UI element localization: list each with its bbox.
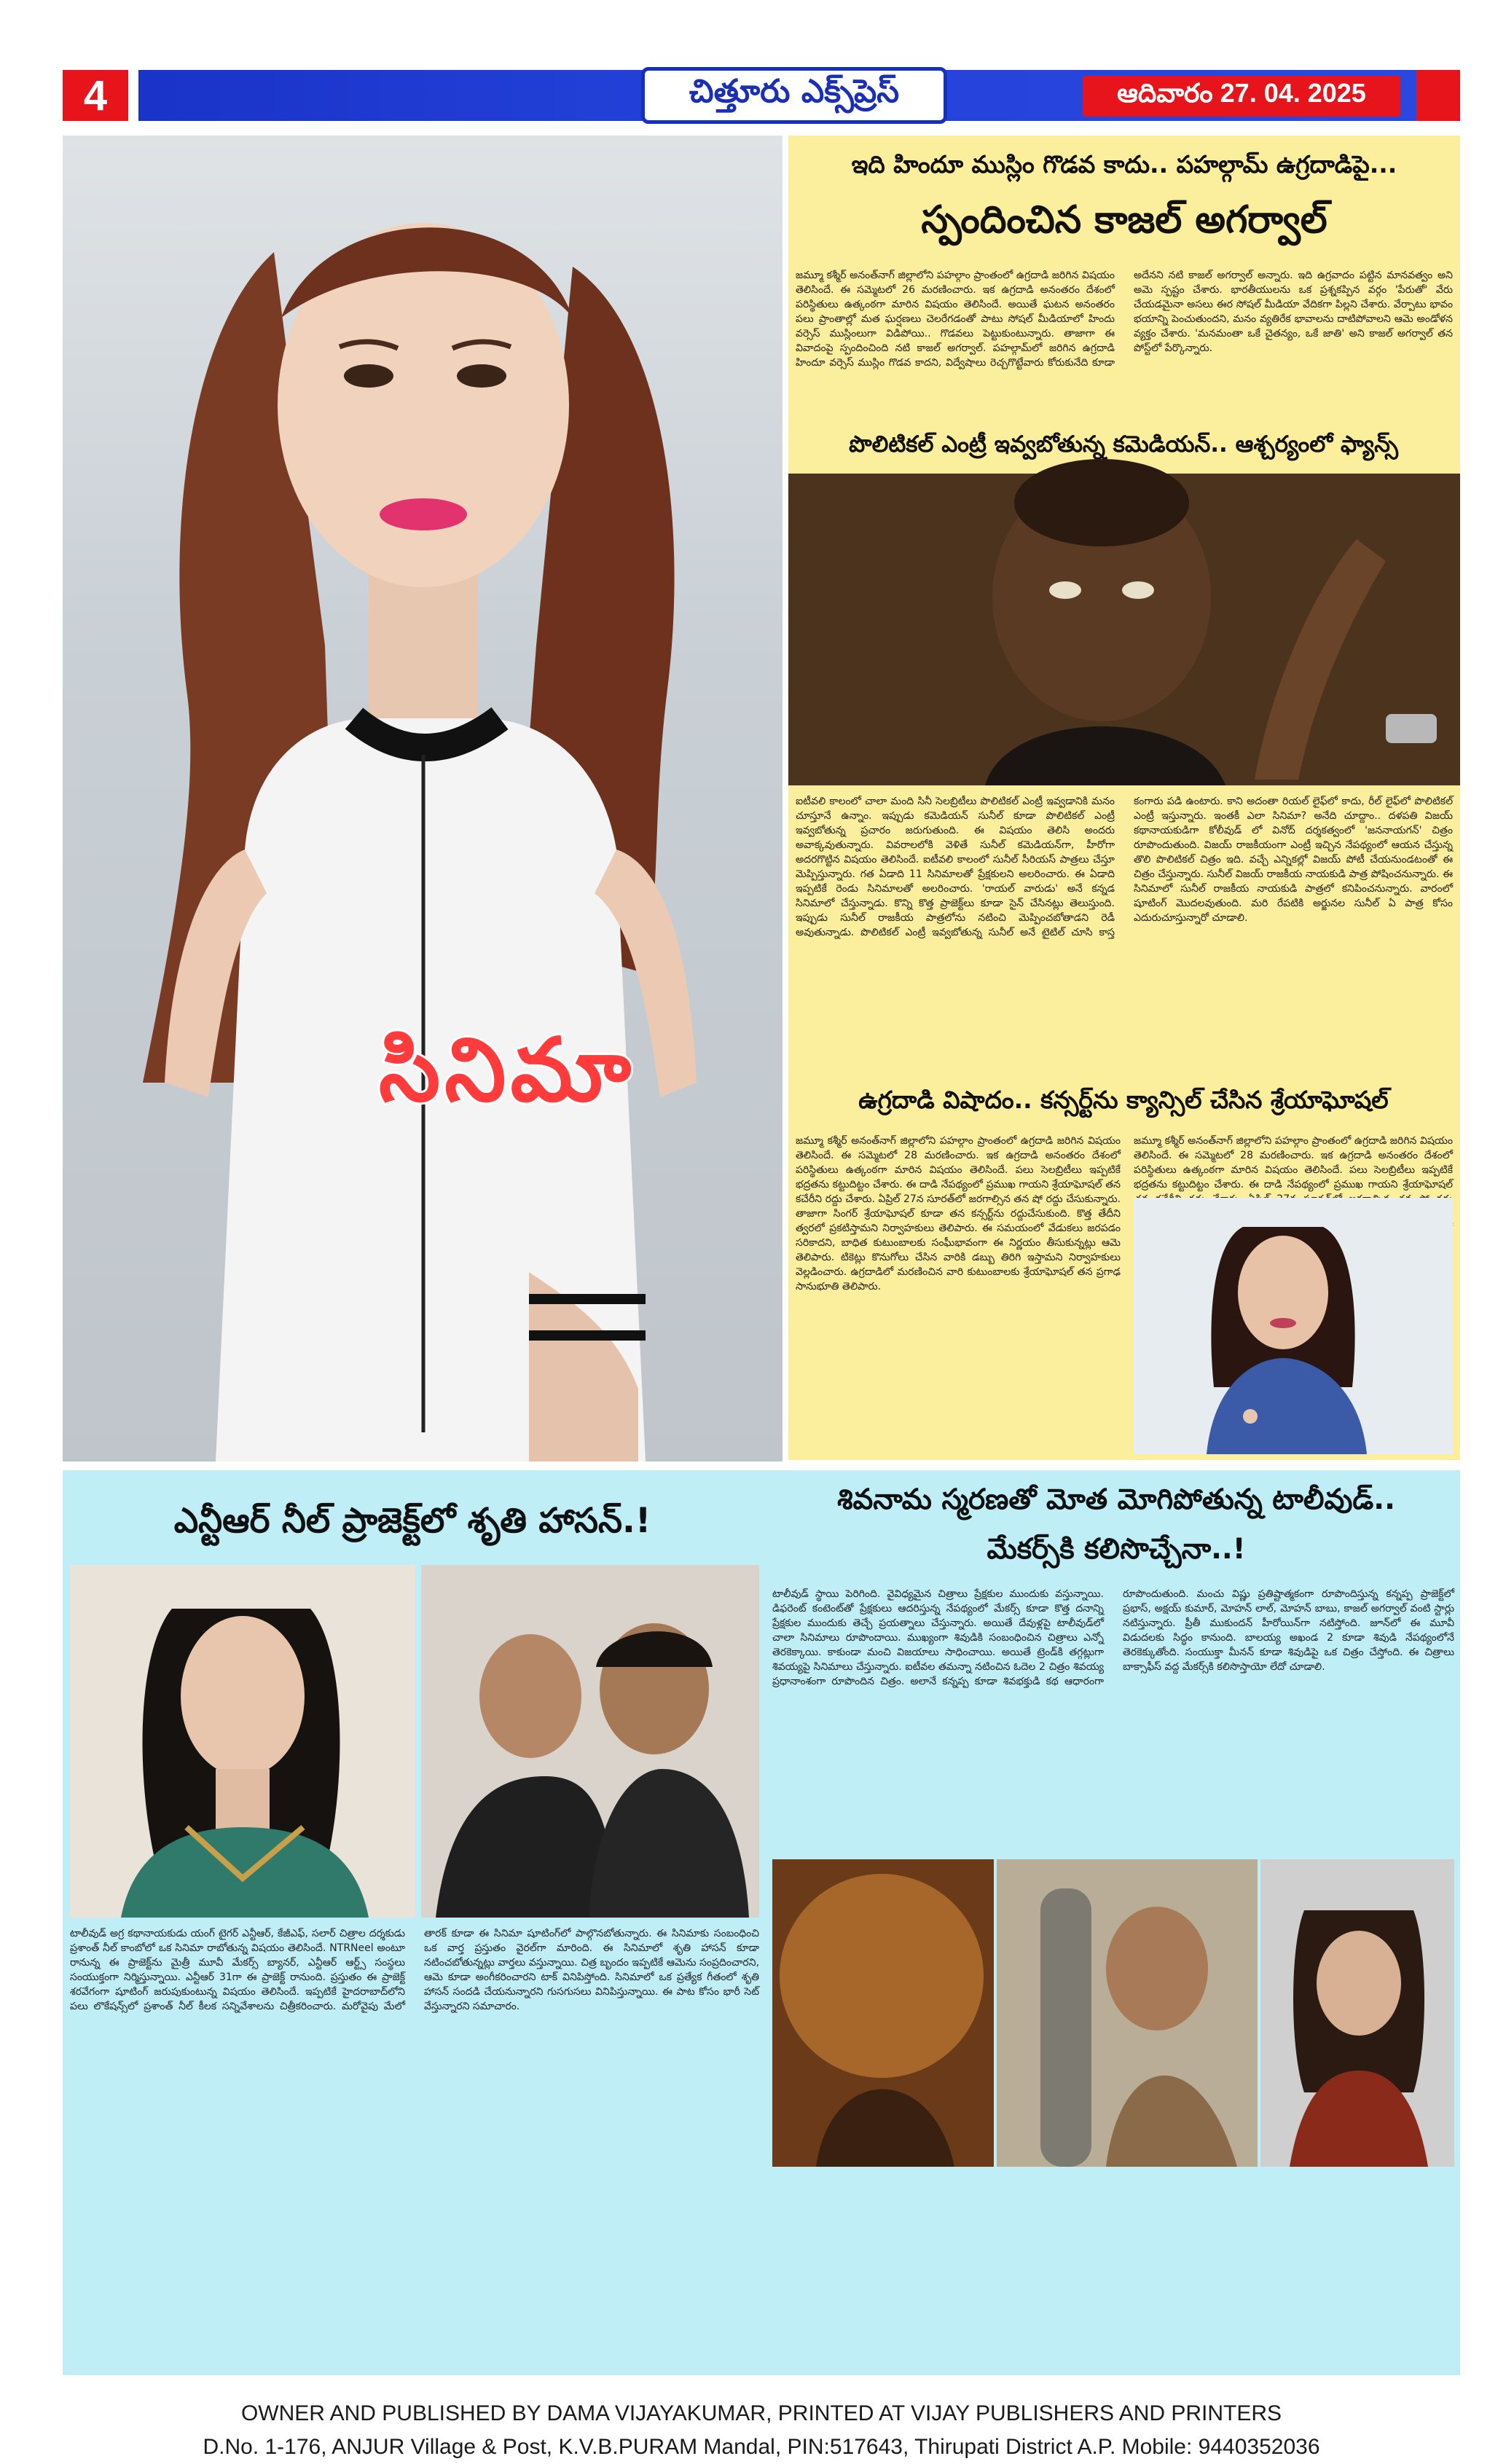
story4-headline: ఎన్టీఆర్ నీల్ ప్రాజెక్ట్‌లో శృతి హాసన్.!: [173, 1501, 651, 1541]
story5-body: టాలీవుడ్ స్థాయి పెరిగింది. వైవిధ్యమైన చిత్రాలు ప్రేక్షకుల ముందుకు వస్తున్నాయి. డిఫరెంట్ కంటెంట్‌తో ప్రేక్షకులు ఆదరిస్తున్న నేపథ్యంలో మేకర్స్ కూడా కొత్త దనాన్ని ప్రేక్షకుల ముందుకు తెచ్చే ప్రయత్నాలు చేస్తున్నారు. అయితే దేవుళ్లపై టాలీవుడ్‌లో చాలా సినిమాలు రూపొందాయి. ముఖ్యంగా శివుడికి సంబంధించిన చిత్రాలు ఎన్నో తెరకెక్కాయి. కాకుండా మంచి విజయాలు సాధించాయి. అయితే ట్రెండ్‌కి తగ్గట్లుగా శివయ్యపై సినిమాలు చేస్తున్నారు. ఐటీవల తమన్నా నటించిన ఓదెల 2 చిత్రం శివయ్య ప్రధానాంశంగా రూపొందిన చిత్రం. అలానే కన్నప్ప కూడా శివభక్తుడి కథ ఆధారంగా రూపొందుతుంది. మంచు విష్ణు ప్రతిష్టాత్మకంగా రూపొందిస్తున్న కన్నప్ప ప్రాజెక్ట్‌లో ప్రభాస్, అక్షయ్ కుమార్, మోహన్ లాల్, మోహన్ బాబు, కాజల్ అగర్వాల్ వంటి స్టార్లు నటిస్తున్నారు. ప్రీతీ ముకుందన్ హీరోయిన్‌గా నటిస్తోంది. జూన్‌లో ఈ మూవీ విడుదలకు సిద్ధం కానుంది. బాలయ్య అఖండ 2 కూడా శివుడి నేపథ్యంలోనే తెరకెక్కుతోంది. సంయుక్తా మీనన్ కూడా శివుడిపై ఒక చిత్రం చేస్తోంది. ఈ చిత్రాలు బాక్సాఫీస్ వద్ద మేకర్స్‌కి కలిసొస్తాయో లేదో చూడాలి.: [772, 1588, 1454, 1687]
story4-body: టాలీవుడ్ అగ్ర కథానాయకుడు యంగ్ టైగర్ ఎన్టీఆర్, కేజీఎఫ్, సలార్ చిత్రాల దర్శకుడు ప్రశాంత్ నీల్ కాంబోలో ఒక సినిమా రాబోతున్న విషయం తెలిసిందే. NTRNeel అంటూ రానున్న ఈ ప్రాజెక్ట్‌ను మైత్రీ మూవీ మేకర్స్ బ్యానర్, ఎన్టీఆర్ ఆర్ట్స్ సంస్థలు సంయుక్తంగా నిర్మిస్తున్నాయి. ఎన్టీఆర్ 31గా ఈ ప్రాజెక్ట్ రానుంది. ప్రస్తుతం ఈ ప్రాజెక్ట్ శరవేగంగా షూటింగ్ జరుపుకుంటున్న విషయం తెలిసిందే. ఇప్పటికే హైదరాబాద్‌లోని పలు లొకేషన్స్‌లో ప్రశాంత్ నీల్ కీలక సన్నివేశాలను చిత్రీకరించారు. మరోవైపు మేలో తారక్ కూడా ఈ సినిమా షూటింగ్‌లో పాల్గొనబోతున్నారు. ఈ సినిమాకు సంబంధించి ఒక వార్త ప్రస్తుతం వైరల్‌గా మారింది. ఈ సినిమాలో శృతి హాసన్ కూడా నటించబోతున్నట్లు వార్తలు వస్తున్నాయి. చిత్ర బృందం ఇప్పటికే ఆమెను సంప్రదించారని, ఆమె కూడా అంగీకరించారని టాక్ వినిపిస్తోంది. సినిమాలో ఒక ప్రత్యేక గీతంలో శృతి హాసన్ సందడి చేయనున్నారని గుసగుసలు వినిపిస్తున్నాయి. ఈ పాట కోసం భారీ సెట్ వేస్తున్నారని సమాచారం.: [70, 1928, 759, 2012]
story5-headline-line2: మేకర్స్‌కి కలిసొచ్చేనా..!: [987, 1533, 1246, 1566]
story2-photo-comedian: [788, 474, 1460, 785]
story5-photo-poster-1: [772, 1859, 994, 2167]
poster1-illustration: [772, 1859, 994, 2167]
footer-address: D.No. 1-176, ANJUR Village & Post, K.V.B.PURAM Mandal, PIN:517643, Thirupati District A.P. Mobile: 9440352036: [203, 2435, 1320, 2459]
poster2-illustration: [997, 1859, 1258, 2167]
story5-photo-poster-3: [1260, 1859, 1454, 2167]
story2-headline: పొలిటికల్ ఎంట్రీ ఇవ్వబోతున్న కమెడియన్.. ఆశ్చర్యంలో ఫ్యాన్స్: [849, 431, 1398, 458]
comedian-illustration: [788, 474, 1460, 785]
story1-body: జమ్మూ కశ్మీర్ అనంత్‌నాగ్ జిల్లాలోని పహల్గాం ప్రాంతంలో ఉగ్రదాడి జరిగిన విషయం తెలిసిందే. ఈ సమ్మెటలో 26 మరణించారు. ఇక ఉగ్రదాడి అనంతరం దేశంలో పరిస్థితులు ఉత్కంఠగా మారిన విషయం తెలిసిందే. అయితే ఘటన అనంతరం పలు ప్రాంతాల్లో మత ఘర్షణలు చెలరేగడంతో పాటు సోషల్ మీడియాలో హిందు వర్సెస్ ముస్లింలుగా విడిపోయి.. గొడవలు పెట్టుకుంటున్నారు. తాజాగా ఈ వివాదంపై స్పందించింది నటి కాజల్ అగర్వాల్. పహల్గామ్‌లో జరిగిన ఉగ్రదాడి హిందూ వర్సెస్ ముస్లిం గొడవ కాదని, విద్వేషాలు రెచ్చగొట్టేవారు కోరుకునేది కూడా అదేనని నటి కాజల్ అగర్వాల్ అన్నారు. ఇది ఉగ్రవాదం పట్టిన మానవత్వం అని అమె స్పష్టం చేశారు. భారతీయులను ఒక ప్రశ్నకప్పిన వర్గం 'పేరుతో' వేరు చేయడమైనా అసలు ఈర సోషల్ మీడియా వేదికగా పిల్లని చేశారు. వేర్పాటు భావం భయాన్ని పెంచుతుందని, మనం వ్యతిరేక భావాలను దాటిపోవాలని ఆమె అండోళన వ్యక్తం చేశారు. 'మనమంతా ఒకే చైతన్యం, ఒకే జాతి' అని కాజల్ అగర్వాల్ తన పోస్ట్‌లో పేర్కొన్నారు.: [796, 270, 1453, 369]
newspaper-logo: చిత్తూరు ఎక్స్‌ప్రెస్: [641, 67, 947, 124]
page-number: 4: [63, 70, 128, 121]
story3-body-col1: జమ్మూ కశ్మీర్ అనంత్‌నాగ్ జిల్లాలోని పహల్గాం ప్రాంతంలో ఉగ్రదాడి జరిగిన విషయం తెలిసిందే. ఈ సమ్మెటలో 28 మరణించారు. ఇక ఉగ్రదాడి అనంతరం దేశంలో పరిస్థితులు ఉత్కంఠగా మారిన విషయం తెలిసిందే. పలు సెలబ్రిటీలు ఇప్పటికే భద్రతను కట్టుదిట్టం చేశారు. ఈ దాడి నేపథ్యంలో ప్రముఖ గాయని శ్రేయాఘోషల్ తన కచేరీని రద్దు చేశారు. ఏప్రిల్ 27న సూరత్‌లో జరగాల్సిన తన షో రద్దు చేసుకున్నారు. తాజాగా సింగర్ శ్రేయాఘోషల్ కూడా తన కన్సర్ట్‌ను రద్దుచేసుకుంది. కొత్త తేదీని త్వరలో ప్రకటిస్తామని నిర్వాహకులు తెలిపారు. ఈ సమయంలో వేడుకలు జరపడం సరికాదని, బాధిత కుటుంబాలకు సంఘీభావంగా ఈ నిర్ణయం తీసుకున్నట్లు ఆమె తెలిపారు. టికెట్లు కొనుగోలు చేసిన వారికి డబ్బు తిరిగి ఇస్తామని నిర్వాహకులు వెల్లడించారు. ఉగ్రదాడిలో మరణించిన వారి కుటుంబాలకు శ్రేయాఘోషల్ తన ప్రగాఢ సానుభూతి తెలిపారు.: [796, 1135, 1121, 1292]
story2-body: ఐటీవలి కాలంలో చాలా మంది సినీ సెలబ్రిటీలు పొలిటికల్ ఎంట్రీ ఇవ్వడానికి మనం చూస్తూనే ఉన్నాం. ఇప్పుడు కమెడియన్ సునీల్ కూడా పొలిటికల్ ఎంట్రీ ఇవ్వబోతున్న ప్రచారం జరుగుతుంది. ఈ విషయం తెలిసి అందరు అవాక్కవుతున్నారు. వివరాలలోకి వెళితే సునీల్ కమెడియన్‌గా, హీరోగా అదరగొట్టిన విషయం తెలిసిందే. ఐటీవలి కాలంలో సునీల్ సీరియస్ పాత్రలు చేస్తూ మెప్పిస్తున్నారు. గత ఏడాది 11 సినిమాలతో ప్రేక్షకులని అలరించారు. ఈ ఏడాది ఇప్పటికే రెండు సినిమాలతో అలరించారు. 'రాయల్ వారుడు' అనే కన్నడ సినిమాలో చేస్తున్నాడు. కొన్ని కొత్త ప్రాజెక్ట్‌లు కూడా సైన్ చేసినట్లు తెలుస్తుంది. ఇప్పుడు సునీల్ రాజకీయ పాత్రలోను నటించి మెప్పించబోతాడని రెడీ అవుతున్నాడు. పొలిటికల్ ఎంట్రీ ఇవ్వబోతున్న సునీల్ అనే టైటిల్ చూసి కాస్త కంగారు పడి ఉంటారు. కాని అదంతా రియల్ లైఫ్‌లో కాదు, రీల్ లైఫ్‌లో పొలిటికల్ ఎంట్రీ ఇస్తున్నారు. ఇంతకీ ఎలా సినిమా? అనేది చూద్దాం.. దళపతి విజయ్ కథానాయకుడిగా కోలీవుడ్ లో వినోద్ దర్శకత్వంలో 'జననాయగన్' చిత్రం రూపొందుతుంది. విజయ్ రాజకీయంగా ఎంట్రీ ఇచ్చిన నేపథ్యంలో ఆయన చేస్తున్న తొలి పొలిటికల్ చిత్రం ఇది. వచ్చే ఎన్నికల్లో విజయ్ పోటీ చేయనుండటంతో ఈ చిత్రం చేస్తున్నారు. సునీల్ విజయ్ రాజకీయ నాయకుడి పాత్ర పోషించనున్నారు. ఈ సినిమాలో సునీల్ రాజకీయ నాయకుడి పాత్రలో కనిపించనున్నారు. వారంలో షూటింగ్ మొదలవుతుంది. మరి రేపటికి అర్జునల సునీల్ ఏ పాత్ర కోసం ఎదురుచూస్తున్నారో చూడాలి.: [796, 796, 1453, 938]
story4-photo-ntr-neel: [421, 1565, 759, 1918]
actress-illustration: [70, 1565, 415, 1918]
story3-body-col2: జమ్మూ కశ్మీర్ అనంత్‌నాగ్ జిల్లాలోని పహల్గాం ప్రాంతంలో ఉగ్రదాడి జరిగిన విషయం తెలిసిందే. ఈ సమ్మెటలో 28 మరణించారు. ఇక ఉగ్రదాడి అనంతరం దేశంలో పరిస్థితులు ఉత్కంఠగా మారిన విషయం తెలిసిందే. పలు సెలబ్రిటీలు ఇప్పటికే భద్రతను కట్టుదిట్టం చేశారు. ఈ దాడి నేపథ్యంలో ప్రముఖ గాయని శ్రేయాఘోషల్: [1134, 1135, 1453, 1190]
hero-photo-actress: [63, 136, 783, 1461]
issue-date: ఆదివారం 27. 04. 2025: [1083, 76, 1400, 117]
masthead-red-cap: [1416, 70, 1460, 121]
cinema-section-label: సినిమా: [379, 1020, 635, 1121]
story3-headline: ఉగ్రదాడి విషాదం.. కన్సర్ట్‌ను క్యాన్సిల్ చేసిన శ్రేయాఘోషల్: [858, 1086, 1389, 1114]
ntr-neel-illustration: [421, 1565, 759, 1918]
story5-photo-poster-2: [997, 1859, 1258, 2167]
story3-photo-shreya-ghoshal: [1134, 1198, 1453, 1454]
story5-headline-line1: శివనామ స్మరణతో మోత మోగిపోతున్న టాలీవుడ్..: [837, 1483, 1395, 1516]
poster3-illustration: [1260, 1859, 1454, 2167]
hero-illustration: [63, 136, 783, 1461]
story4-photo-shruti-haasan: [70, 1565, 415, 1918]
story1-headline: స్పందించిన కాజల్ అగర్వాల్: [921, 198, 1327, 242]
story1-kicker: ఇది హిందూ ముస్లిం గొడవ కాదు.. పహల్గామ్ ఉగ్రదాడిపై...: [851, 150, 1397, 178]
singer-illustration: [1134, 1198, 1453, 1454]
footer-publisher: OWNER AND PUBLISHED BY DAMA VIJAYAKUMAR, PRINTED AT VIJAY PUBLISHERS AND PRINTERS: [240, 2401, 1282, 2425]
